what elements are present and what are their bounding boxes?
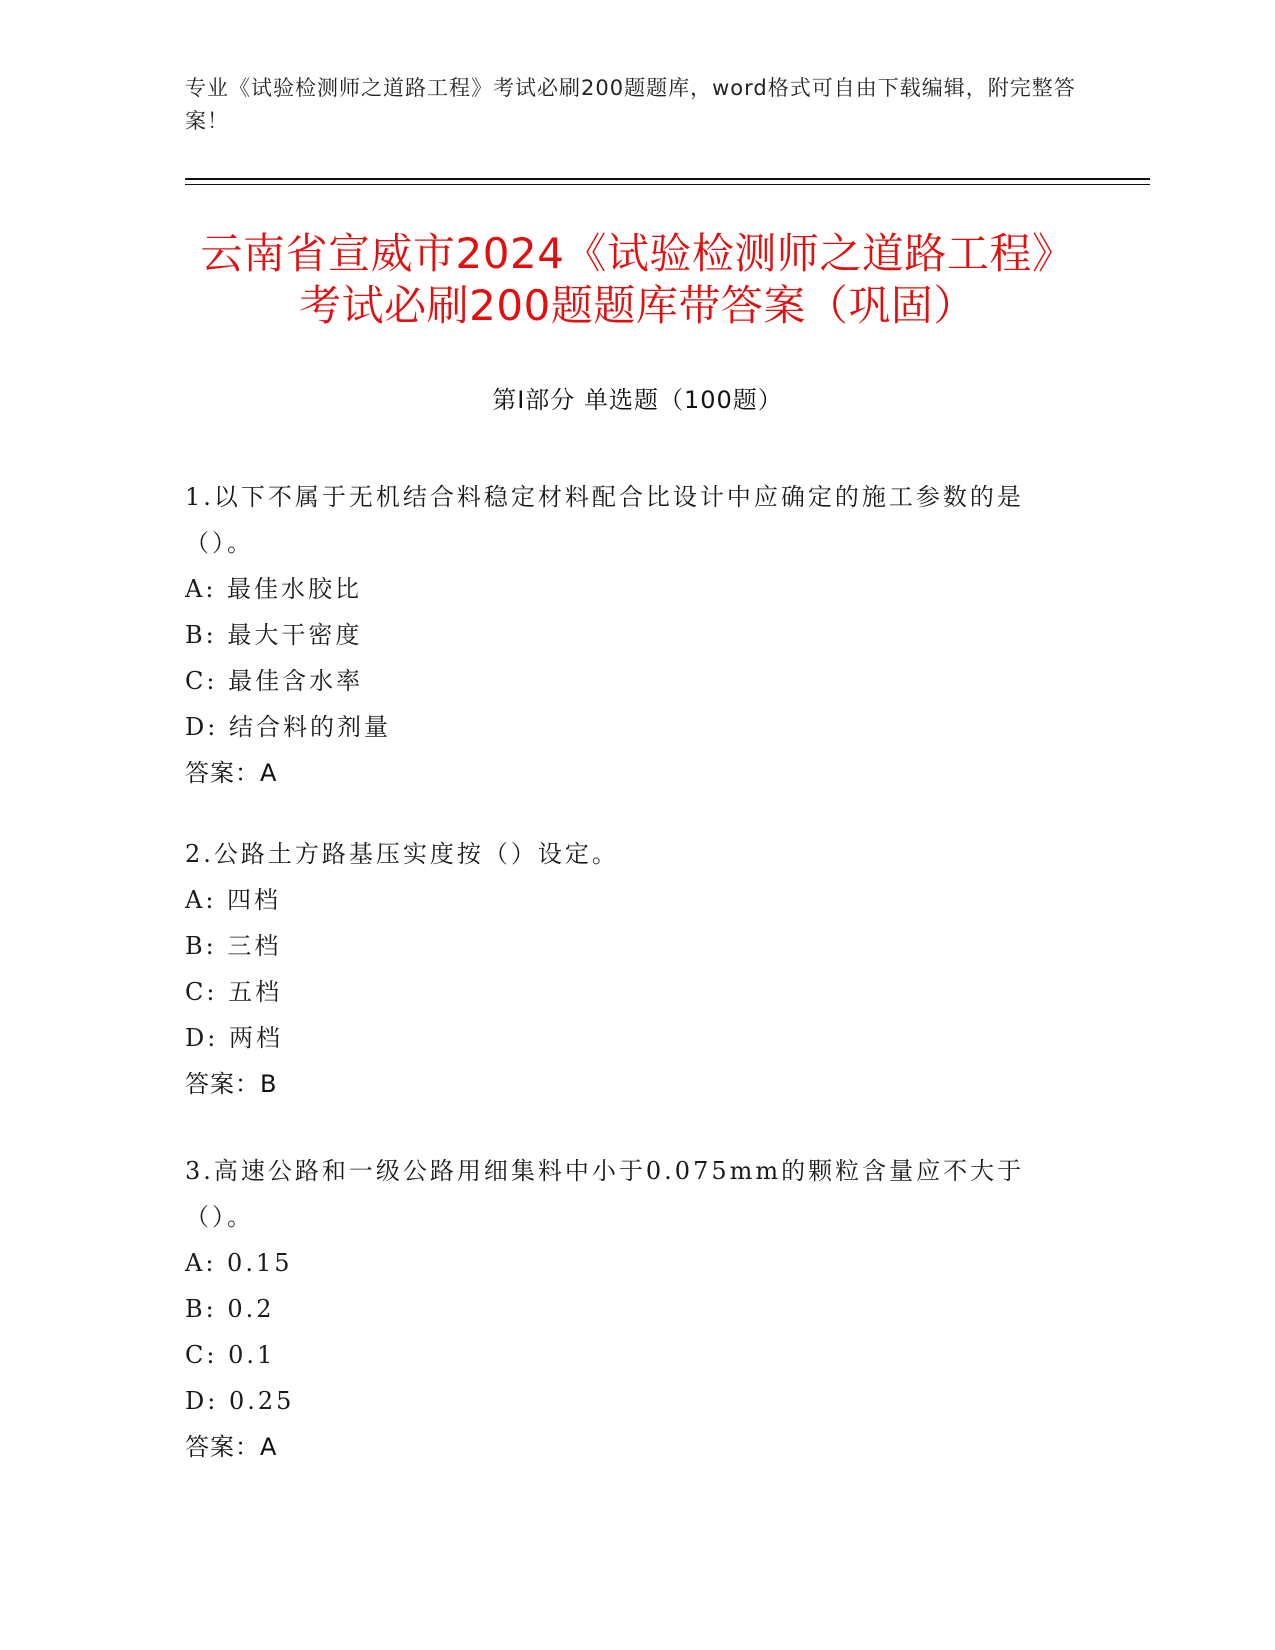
answer: 答案：B (185, 1070, 278, 1098)
option-d: D: 结合料的剂量 (185, 713, 391, 741)
option-a: A: 最佳水胶比 (185, 575, 363, 603)
question-stem: 3.高速公路和一级公路用细集料中小于0.075mm的颗粒含量应不大于（）。 (185, 1157, 1025, 1231)
option-b: B: 最大干密度 (185, 621, 363, 649)
question-2 (185, 831, 1065, 1107)
answer: 答案：A (185, 759, 278, 787)
answer: 答案：A (185, 1433, 278, 1461)
document-title: 云南省宣威市2024《试验检测师之道路工程》考试必刷200题题库带答案（巩固） (200, 229, 1075, 330)
option-d: D: 两档 (185, 1024, 283, 1052)
option-a: A: 四档 (185, 886, 282, 914)
question-stem: 2.公路土方路基压实度按（）设定。 (185, 840, 619, 868)
header-note: 专业《试验检测师之道路工程》考试必刷200题题库，word格式可自由下载编辑，附完整答案！ (185, 76, 1076, 133)
header-rule-thick (185, 178, 1150, 180)
option-c: C: 0.1 (185, 1341, 276, 1369)
option-b: B: 0.2 (185, 1295, 275, 1323)
question-stem: 1.以下不属于无机结合料稳定材料配合比设计中应确定的施工参数的是（）。 (185, 483, 1024, 557)
section-heading: 第I部分 单选题（100题） (492, 386, 783, 414)
question-3 (185, 1148, 1065, 1470)
header-rule-thin (185, 184, 1150, 185)
question-1 (185, 474, 1065, 796)
option-d: D: 0.25 (185, 1387, 295, 1415)
option-b: B: 三档 (185, 932, 282, 960)
option-a: A: 0.15 (185, 1249, 293, 1277)
option-c: C: 最佳含水率 (185, 667, 364, 695)
option-c: C: 五档 (185, 978, 283, 1006)
